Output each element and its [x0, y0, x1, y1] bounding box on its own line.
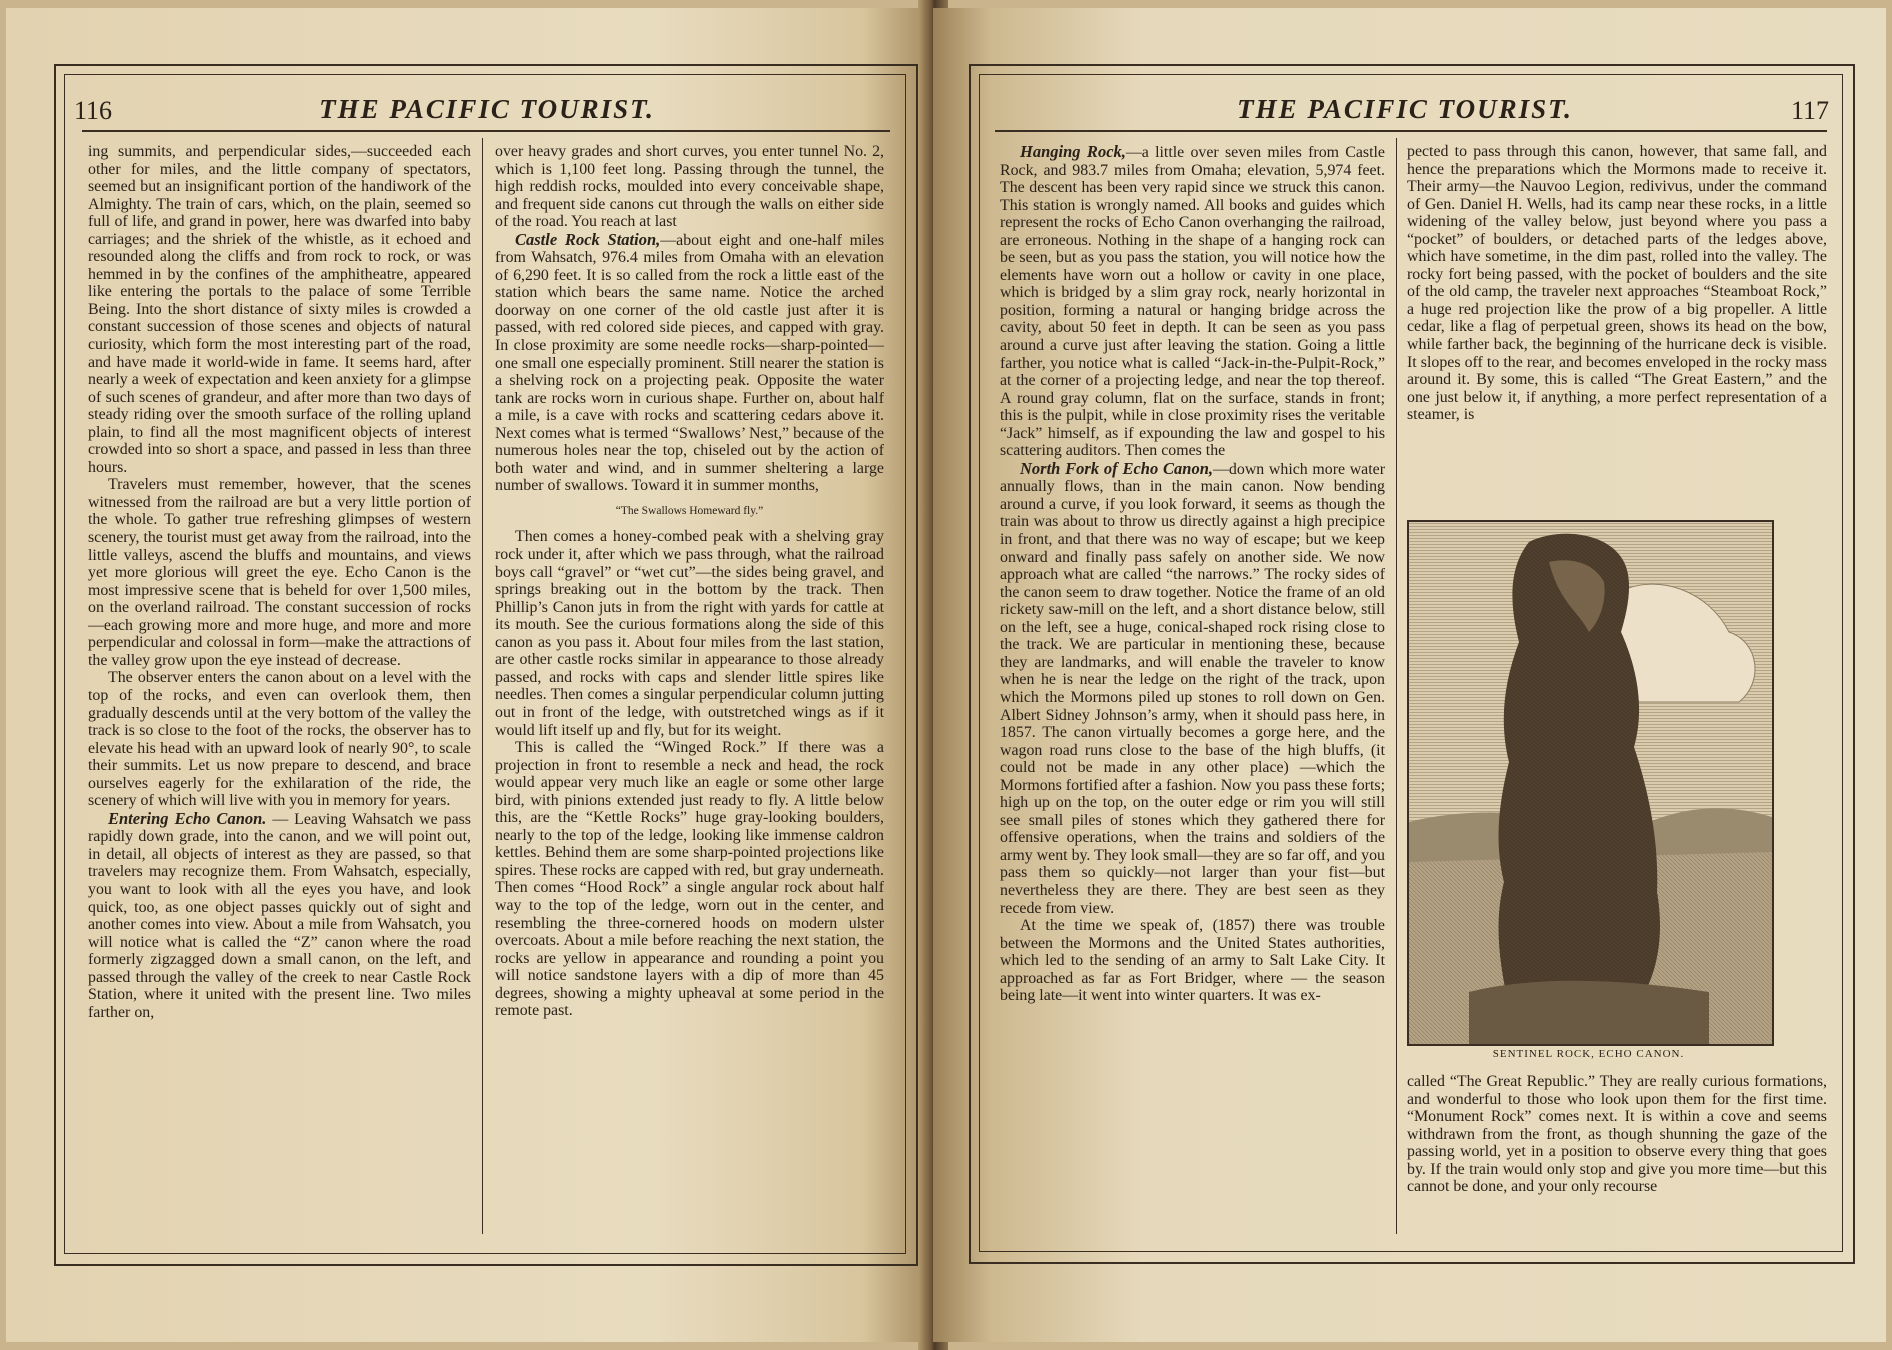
section-paragraph: [88, 810, 471, 1022]
paragraph-text: —down which more water annually flows, than in the main canon. Now bending around a curve, if you look forward, it seems as though the train was about to throw us directly against a high precipice in front, and that there was no way of escape; but we keep onward and finally pass safely on another side. We now approach what are called “the narrows.” The rocky sides of the canon seem to draw together. Notice the frame of an old rickety saw-mill on the left, and a short distance below, still on the left, see a huge, conical-shaped rock rising close to the track. We are particular in mentioning these, because they are landmarks, and will enable the traveler to know when he is near the ledge on the right of the track, upon which the Mormons piled up stones to roll down on Gen. Albert Sidney Johnson’s army, when it should pass here, in 1857. The canon virtually becomes a gorge here, and the wagon road runs close to the base of the high bluffs, (it could not be made in any other place) —which the Mormons fortified after a fashion. Now you pass these forts; high up on the top, on the outer edge or rim you will still see small piles of stones which they gathered there for offensive operations, when the trains and soldiers of the army went by. They look small—they are so far off, and you pass them so quickly—not larger than your fist—but nevertheless they are there. They are best seen as they recede from view.: [1000, 460, 1385, 917]
section-paragraph: [1000, 143, 1385, 460]
paragraph: pected to pass through this canon, however, that same fall, and hence the preparations which the Mormons made to receive it. Their army—the Nauvoo Legion, redivivus, under the command of Gen. Daniel H. Wells, had its camp near these rocks, in a little widening of the valley below, just beyond where you pass a “pocket” of boulders, or detached parts of the ledges above, which have sometime, in the dim past, rolled into the valley. The rocky fort being passed, with the pocket of boulders and the site of the old camp, the traveler next approaches “Steamboat Rock,” a huge red projection like the prow of a big propeller. A little cedar, like a flag of perpetual green, shows its head on the bow, while farther back, the beginning of the hurricane deck is visible. It slopes off to the rear, and becomes enveloped in the rocky mass around it. By some, this is called “The Great Eastern,” and the one just below it, if anything, a more perfect representation of a steamer, is: [1407, 143, 1827, 424]
paragraph: Then comes a honey-combed peak with a shelving gray rock under it, after which we pass through, what the railroad boys call “gravel” or “wet cut”—the sides being gravel, and springs breaking out in the bottom by the track. Then Phillip’s Canon juts in from the right with yards for cattle at its mouth. See the curious formations along the side of this canon as you pass it. About four miles from the last station, are other castle rocks similar in appearance to those already passed, and rocks with caps and slender little spires like needles. Then comes a singular perpendicular column jutting out in front of the ledge, with outstretched wings as if it would lift itself up and fly, but for its weight.: [495, 528, 884, 739]
rock-base: [1469, 981, 1709, 1044]
verse-caption: “The Swallows Homeward fly.”: [615, 504, 764, 517]
page-number: 116: [74, 96, 113, 125]
page-number: 117: [1791, 96, 1830, 125]
paragraph: Travelers must remember, however, that the scenes witnessed from the railroad are but a very little portion of the whole. To gather true refreshing glimpses of western scenery, the tourist must get away from the railroad, into the little valleys, ascend the bluffs and mountains, and views yet more glorious will greet the eye. Echo Canon is the most impressive scene that is beheld for over 1,500 miles, on the overland railroad. The constant succession of rocks—each growing more and more huge, and more and more perpendicular and colossal in form—make the attractions of the valley grow upon the eye instead of decrease.: [88, 476, 471, 669]
paragraph-text: —about eight and one-half miles from Wahsatch, 976.4 miles from Omaha with an elevation of 6,290 feet. It is so called from the rock a little east of the station which bears the same name. Notice the arched doorway on one corner of the old castle just after it is passed, with red colored side pieces, and capped with gray. In close proximity are some needle rocks—sharp-pointed—one small one especially prominent. Still nearer the station is a shelving rock on a projecting peak. Opposite the water tank are rocks worn in curious shape. Further on, about half a mile, is a cave with rocks and scattering cedars above it. Next comes what is termed “Swallows’ Nest,” because of the numerous holes near the top, chiseled out by the action of both water and wind, and in summer sheltering a large number of swallows. Toward it in summer months,: [495, 231, 884, 495]
section-paragraph: [1000, 460, 1385, 917]
left-page-column-2: [495, 143, 884, 1239]
section-paragraph: [495, 231, 884, 495]
right-page: [933, 8, 1886, 1342]
plate-caption: SENTINEL ROCK, ECHO CANON.: [1492, 1048, 1685, 1060]
column-rule: [482, 138, 483, 1234]
right-page-column-1: [1000, 143, 1385, 1239]
paragraph: The observer enters the canon about on a level with the top of the rocks, and even can overlook them, then gradually descends until at the very bottom of the valley the track is so close to the foot of the rocks, the observer has to elevate his head with an upward look of nearly 90°, to scale their summits. Let us now prepare to descend, and brace ourselves eagerly for the exhilaration of the ride, the scenery of which will live with you in memory for years.: [88, 669, 471, 810]
right-page-header: [985, 96, 1835, 130]
sentinel-rock-engraving: [1407, 520, 1774, 1046]
section-heading: Castle Rock Station,: [515, 229, 661, 249]
right-page-column-2-top: [1407, 143, 1827, 513]
section-heading: Hanging Rock,: [1020, 143, 1126, 161]
header-rule: [82, 130, 890, 132]
paragraph: over heavy grades and short curves, you enter tunnel No. 2, which is 1,100 feet long. Passing through the tunnel, the high reddish rocks, moulded into every conceivable shape, and frequent side canons cut through the walls on either side of the road. You reach at last: [495, 143, 884, 231]
paragraph: This is called the “Winged Rock.” If there was a projection in front to resemble a neck and head, the rock would appear very much like an eagle or some other large bird, with pinions extended just ready to fly. A little below this, are the “Kettle Rocks” huge gray-looking boulders, nearly to the top of the ledge, looking like immense caldron kettles. Behind them are some sharp-pointed projections like spires. These rocks are capped with red, but gray underneath. Then comes “Hood Rock” a single angular rock about half way to the top of the ledge, worn out in the center, and resembling the three-cornered hoods on modern ulster overcoats. About a mile before reaching the next station, the rocks are yellow in appearance and rounding a point you will notice sandstone layers with a dip of more than 45 degrees, showing a mighty upheaval at some period in the remote past.: [495, 739, 884, 1020]
paragraph-text: — Leaving Wahsatch we pass rapidly down grade, into the canon, and we will point out, in detail, all objects of interest as they are passed, so that travelers may recognize them. From Wahsatch, especially, you want to look with all the eyes you have, and look quick, too, as one object passes quickly out of sight and another comes into view. About a mile from Wahsatch, you will notice what is called the “Z” canon where the road formerly zigzagged down a small canon, on the left, and passed through the valley of the creek to near Castle Rock Station, where it united with the present line. Two miles farther on,: [88, 810, 471, 1021]
sentinel-rock-illustration: [1409, 522, 1772, 1044]
running-title: THE PACIFIC TOURIST.: [1237, 94, 1573, 124]
right-page-column-2-bottom: [1407, 1073, 1827, 1239]
paragraph: called “The Great Republic.” They are really curious formations, and wonderful to those who look upon them for the first time. “Monument Rock” comes next. It is within a cove and seems withdrawn from the front, as though shunning the gaze of the passing world, yet in a position to observe every thing that goes by. If the train would only stop and give you more time—but this cannot be done, and your only recourse: [1407, 1073, 1827, 1196]
paragraph: ing summits, and perpendicular sides,—succeeded each other for miles, and the little company of spectators, seemed but an insignificant portion of the handiwork of the Almighty. The train of cars, which, on the plain, seemed so full of life, and grand in power, here was dwarfed into baby carriages; and the shriek of the whistle, as it echoed and resounded along the cliffs and from rock to rock, or was hemmed in by the confines of the amphitheatre, appeared like entering the portals to the palace of some Terrible Being. Into the short distance of sixty miles is crowded a constant succession of those scenes and objects of natural curiosity, which form the most interesting part of the road, and have made it world-wide in fame. It seems hard, after nearly a week of expectation and keen anxiety for a glimpse of such scenes of grandeur, and after more than two days of steady riding over the smooth surface of the rolling upland plain, to find all the most magnificent objects of interest crowded into so short a space, and passed in less than three hours.: [88, 143, 471, 476]
left-page-header: [72, 96, 902, 130]
left-page-column-1: [88, 143, 471, 1239]
column-rule: [1396, 138, 1397, 1234]
left-page: [6, 8, 927, 1342]
header-rule: [995, 130, 1827, 132]
paragraph-text: —a little over seven miles from Castle Rock, and 983.7 miles from Omaha; elevation, 5,974 feet. The descent has been very rapid since we struck this canon. This station is wrongly named. All books and guides which represent the rocks of Echo Canon overhanging the railroad, are erroneous. Nothing in the shape of a hanging rock can be seen, but as you pass the station, you will notice how the elements have worn out a hollow or cavity in one place, which is bridged by a slim gray rock, nearly horizontal in position, forming a natural or hanging bridge across the cavity, about 50 feet in depth. It can be seen as you pass around a curve just after leaving the station. Going a little farther, you notice what is called “Jack-in-the-Pulpit-Rock,” at the corner of a projecting ledge, and near the top thereof. A round gray column, flat on the surface, stands in front; this is the pulpit, while in close proximity rises the veritable “Jack” himself, as if expounding the law and gospel to his scattering auditors. Then comes the: [1000, 144, 1385, 460]
section-heading: Entering Echo Canon.: [108, 808, 267, 828]
section-heading: North Fork of Echo Canon,: [1020, 458, 1214, 478]
paragraph: At the time we speak of, (1857) there was trouble between the Mormons and the United States authorities, which led to the sending of an army to Salt Lake City. It approached as far as Fort Bridger, where — the season being late—it went into winter quarters. It was ex-: [1000, 917, 1385, 1005]
running-title: THE PACIFIC TOURIST.: [319, 94, 655, 124]
